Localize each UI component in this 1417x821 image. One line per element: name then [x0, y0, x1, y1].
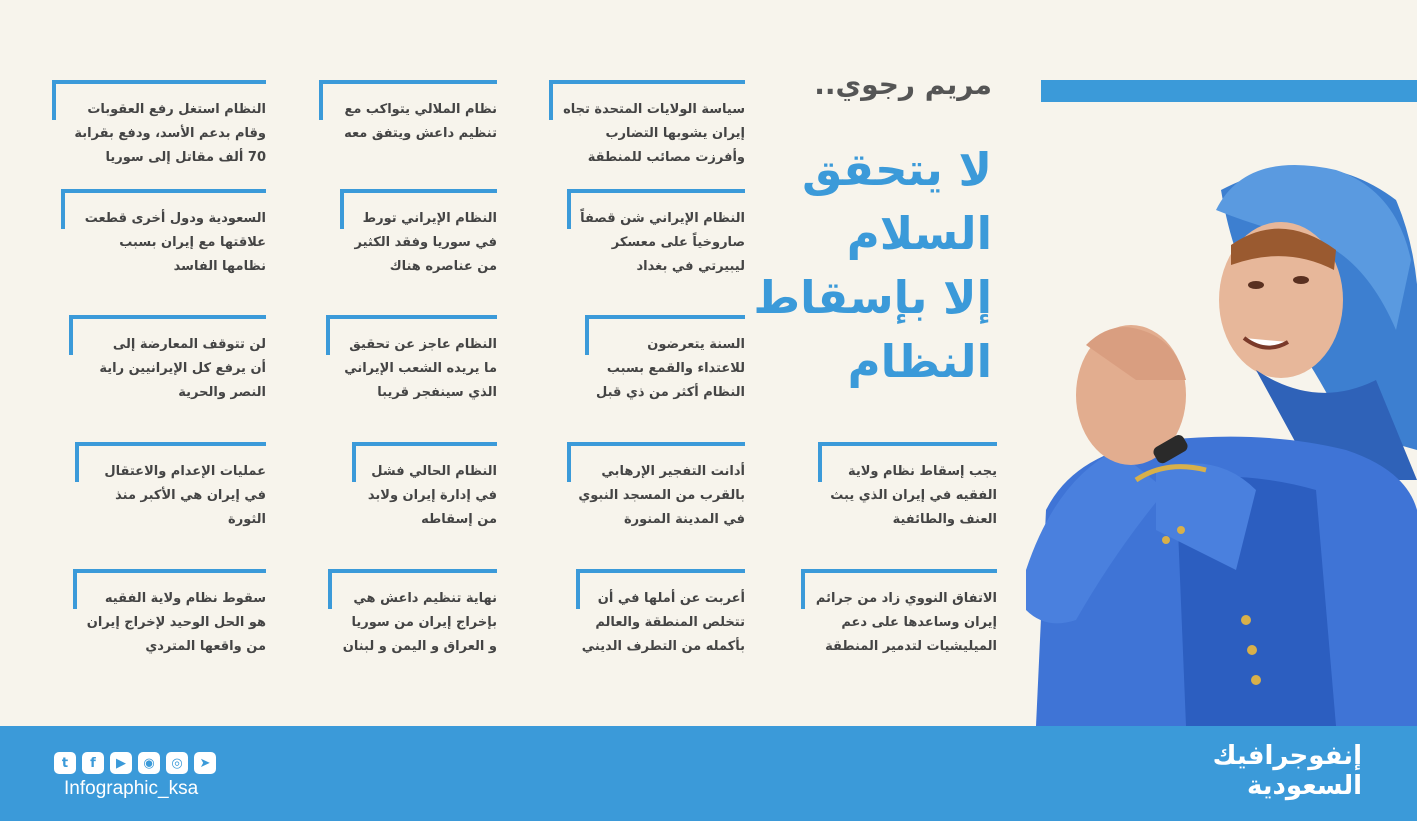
- card-line: سياسة الولايات المتحدة تجاه: [563, 102, 745, 117]
- quote-card: [576, 569, 745, 664]
- card-line: تتخلص المنطقة والعالم: [595, 615, 745, 630]
- quote-card: [326, 315, 497, 410]
- instagram-icon[interactable]: ◎: [166, 752, 188, 774]
- card-line: في إيران هي الأكبر منذ: [115, 488, 266, 503]
- card-text: [580, 207, 745, 279]
- quote-card: [75, 442, 266, 537]
- card-text: [830, 460, 997, 532]
- card-line: إيران وساعدها على دعم: [841, 615, 997, 630]
- facebook-icon[interactable]: f: [82, 752, 104, 774]
- telegram-icon[interactable]: ➤: [194, 752, 216, 774]
- card-line: بأكمله من التطرف الديني: [581, 639, 745, 654]
- card-text: [343, 587, 497, 659]
- card-line: في المدينة المنورة: [623, 512, 745, 527]
- card-line: الميليشيات لتدمير المنطقة: [825, 639, 997, 654]
- card-line: الفقيه في إيران الذي يبث: [830, 488, 997, 503]
- card-line: وأفرزت مصائب للمنطقة: [587, 150, 745, 165]
- card-line: النصر والحرية: [178, 385, 266, 400]
- card-line: نظامها الفاسد: [173, 259, 266, 274]
- card-line: أن يرفع كل الإيرانيين راية: [99, 361, 266, 376]
- card-text: [74, 98, 266, 170]
- card-line: تنظيم داعش ويتفق معه: [344, 126, 497, 141]
- card-accent-rule: [73, 569, 266, 573]
- card-line: بإخراج إيران من سوريا: [351, 615, 497, 630]
- card-text: [596, 333, 745, 405]
- card-line: الاتفاق النووي زاد من جرائم: [815, 591, 997, 606]
- card-line: السنة يتعرضون: [647, 337, 745, 352]
- card-line: ما يريده الشعب الإيراني: [344, 361, 497, 376]
- card-line: من واقعها المتردي: [145, 639, 266, 654]
- card-line: في سوريا وفقد الكثير: [354, 235, 497, 250]
- card-line: الثورة: [228, 512, 266, 527]
- quote-card: [69, 315, 266, 410]
- card-line: 70 ألف مقاتل إلى سوريا: [105, 150, 266, 165]
- card-line: نظام الملالي يتواكب مع: [344, 102, 497, 117]
- card-line: النظام الإيراني تورط: [362, 211, 497, 226]
- brand-line: إنفوجرافيك: [1212, 741, 1362, 771]
- card-text: [582, 587, 745, 659]
- card-line: من عناصره هناك: [389, 259, 497, 274]
- card-text: [355, 207, 497, 279]
- card-accent-rule: [585, 315, 745, 319]
- card-accent-rule: [319, 80, 497, 84]
- card-accent-rule: [549, 80, 745, 84]
- card-line: أعربت عن أملها في أن: [597, 591, 745, 606]
- card-text: [563, 98, 745, 170]
- quote-card: [801, 569, 997, 664]
- headline-line: لا يتحقق: [802, 143, 992, 196]
- card-line: النظام عاجز عن تحقيق: [349, 337, 497, 352]
- quote-card: [328, 569, 497, 664]
- quote-card: [319, 80, 497, 150]
- card-text: [99, 333, 266, 405]
- card-line: هو الحل الوحيد لإخراج إيران: [86, 615, 266, 630]
- card-text: [85, 207, 266, 279]
- card-text: [368, 460, 497, 532]
- twitter-icon[interactable]: t: [54, 752, 76, 774]
- card-accent-rule: [352, 442, 497, 446]
- card-line: وقام بدعم الأسد، ودفع بقرابة: [74, 126, 266, 141]
- card-line: للاعتداء والقمع بسبب: [606, 361, 745, 376]
- quote-card: [818, 442, 997, 537]
- page-subtitle: مريم رجوي..: [814, 68, 992, 101]
- card-accent-rule: [328, 569, 497, 573]
- card-line: النظام الحالي فشل: [371, 464, 497, 479]
- social-handle[interactable]: Infographic_ksa: [64, 778, 199, 799]
- card-line: الذي سينفجر قريبا: [377, 385, 497, 400]
- card-accent-rule: [567, 442, 745, 446]
- quote-card: [567, 442, 745, 537]
- card-line: النظام استغل رفع العقوبات: [87, 102, 266, 117]
- card-line: النظام أكثر من ذي قبل: [596, 385, 745, 400]
- social-icons: [54, 752, 216, 774]
- card-text: [87, 587, 266, 659]
- card-accent-rule: [801, 569, 997, 573]
- brand-logo: [1213, 741, 1362, 801]
- card-line: النظام الإيراني شن قصفاً: [580, 211, 745, 226]
- quote-card: [61, 189, 266, 284]
- card-line: علاقتها مع إيران بسبب: [119, 235, 266, 250]
- quote-card: [567, 189, 745, 284]
- card-line: إيران يشوبها التضارب: [605, 126, 745, 141]
- card-accent-rule: [52, 80, 266, 84]
- card-line: عمليات الإعدام والاعتقال: [104, 464, 266, 479]
- card-accent-rule: [61, 189, 266, 193]
- card-accent-rule: [326, 315, 497, 319]
- header-accent-bar: [1041, 80, 1417, 102]
- card-line: في إدارة إيران ولابد: [367, 488, 497, 503]
- card-text: [344, 333, 497, 405]
- page-headline: [753, 138, 992, 394]
- card-text: [104, 460, 266, 532]
- card-line: يجب إسقاط نظام ولاية: [847, 464, 997, 479]
- brand-line: السعودية: [1247, 771, 1362, 801]
- card-line: من إسقاطه: [421, 512, 497, 527]
- card-accent-rule: [75, 442, 266, 446]
- quote-card: [340, 189, 497, 284]
- card-line: نهاية تنظيم داعش هي: [353, 591, 497, 606]
- card-text: [578, 460, 745, 532]
- quote-card: [585, 315, 745, 410]
- card-line: لن تتوقف المعارضة إلى: [112, 337, 266, 352]
- card-line: السعودية ودول أخرى قطعت: [84, 211, 266, 226]
- card-line: أدانت التفجير الإرهابي: [601, 464, 745, 479]
- quote-card: [352, 442, 497, 537]
- quote-card: [549, 80, 745, 175]
- quote-card: [73, 569, 266, 664]
- card-accent-rule: [818, 442, 997, 446]
- headline-line: إلا بإسقاط: [753, 271, 992, 324]
- youtube-icon[interactable]: ▶: [110, 752, 132, 774]
- card-line: صاروخياً على معسكر: [611, 235, 745, 250]
- card-line: ليبيرتي في بغداد: [636, 259, 745, 274]
- portrait-photo: [1016, 150, 1417, 726]
- card-line: و العراق و اليمن و لبنان: [342, 639, 497, 654]
- snapchat-icon[interactable]: ◉: [138, 752, 160, 774]
- card-accent-rule: [69, 315, 266, 319]
- card-line: سقوط نظام ولاية الفقيه: [104, 591, 266, 606]
- card-text: [816, 587, 997, 659]
- card-line: العنف والطائفية: [892, 512, 997, 527]
- quote-card: [52, 80, 266, 175]
- headline-line: السلام: [846, 207, 992, 260]
- card-accent-rule: [576, 569, 745, 573]
- card-text: [344, 98, 497, 146]
- card-accent-rule: [567, 189, 745, 193]
- headline-line: النظام: [847, 335, 992, 388]
- card-line: بالقرب من المسجد النبوي: [578, 488, 745, 503]
- card-accent-rule: [340, 189, 497, 193]
